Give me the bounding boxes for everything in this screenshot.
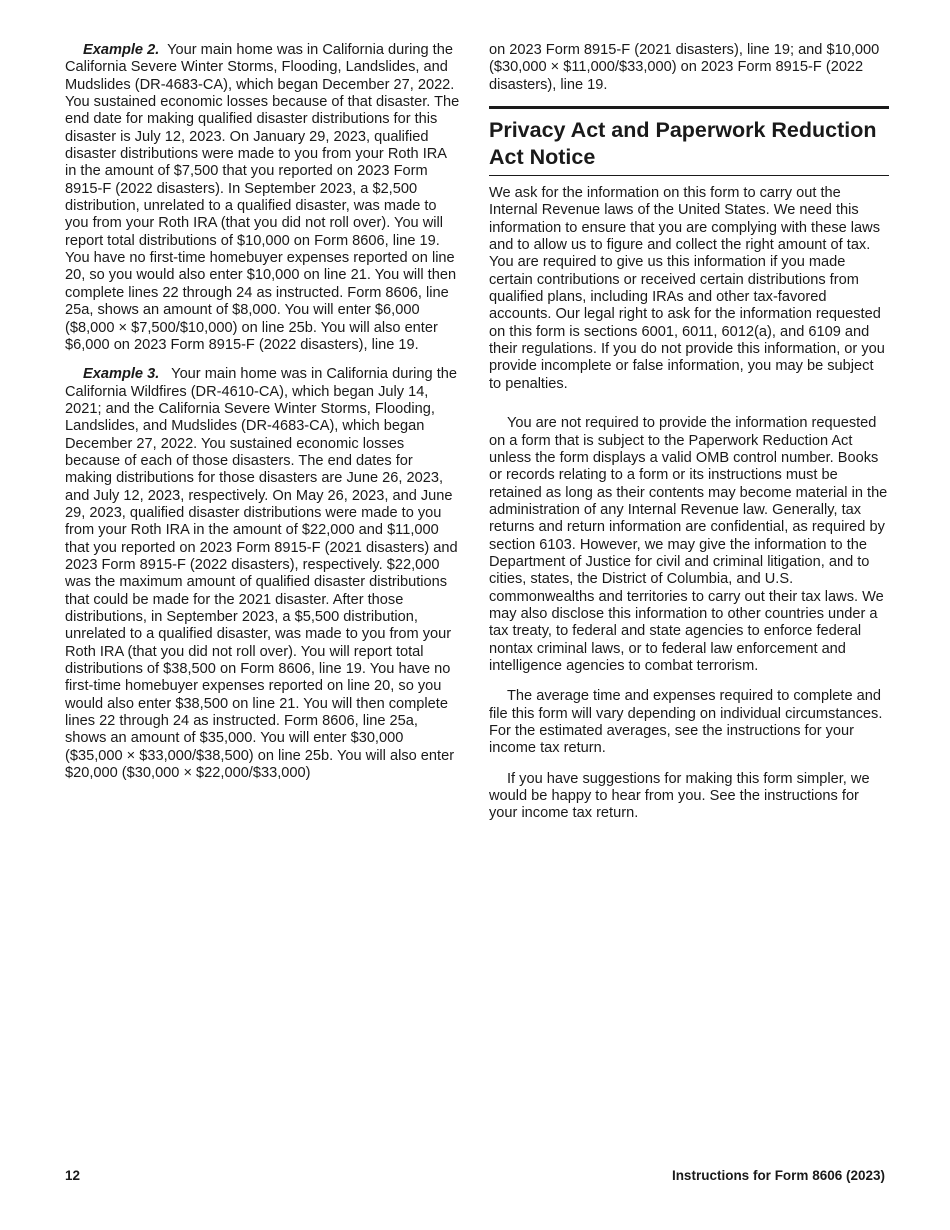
example-3-paragraph — [65, 366, 460, 782]
section-divider-bottom — [489, 175, 889, 176]
section-heading: Privacy Act and Paperwork Reduction Act Notice — [489, 118, 877, 170]
left-column — [65, 42, 460, 794]
example-3-continuation: on 2023 Form 8915-F (2021 disasters), line 19; and $10,000 ($30,000 × $11,000/$33,000) on 2023 Form 8915-F (2022 disasters), line 19. — [489, 42, 880, 93]
privacy-paragraph-2: You are not required to provide the information requested on a form that is subject to the Paperwork Reduction Act unless the form displays a valid OMB control number. Books or records relating to a form or its instructions must be retained as long as their contents may become material in the administration of any Internal Revenue law. Generally, tax returns and return information are confidential, as required by section 6103. However, we may give the information to the Department of Justice for civil and criminal litigation, and to cities, states, the District of Columbia, and U.S. commonwealths and territories to carry out their tax laws. We may also disclose this information to other countries under a tax treaty, to federal and state agencies to enforce federal nontax criminal laws, or to federal law enforcement and intelligence agencies to combat terrorism. — [489, 415, 888, 674]
privacy-paragraph-3: The average time and expenses required to complete and file this form will vary depending on individual circumstances. For the estimated averages, see the instructions for your income tax return. — [489, 688, 883, 757]
section-divider-top — [489, 106, 889, 109]
example-2-text: Your main home was in California during the California Severe Winter Storms, Flooding, Landslides, and Mudslides (DR-4683-CA), which began December 27, 2022. You sustained economic losses because of that disaster. The end date for making qualified disaster distributions for this disaster is July 12, 2023. On January 29, 2023, qualified disaster distributions were made to you from your Roth IRA in the amount of $7,500 that you reported on 2023 Form 8915-F (2022 disasters). In September 2023, a $2,500 distribution, unrelated to a qualified disaster, was made to you from your Roth IRA (that you did not roll over). You will report total distributions of $10,000 on Form 8606, line 19. You have no first-time homebuyer expenses reported on line 20, so you would also enter $10,000 on line 21. You will then complete lines 22 through 24 as instructed. Form 8606, line 25a, shows an amount of $8,000. You will enter $6,000 ($8,000 × $7,500/$10,000) on line 25b. You will also enter $6,000 on 2023 Form 8915-F (2022 disasters), line 19. — [65, 42, 460, 353]
document-title-footer: Instructions for Form 8606 (2023) — [671, 1168, 885, 1183]
example-2-paragraph — [65, 42, 460, 354]
example-2-label: Example 2. — [83, 42, 160, 58]
page-number: 12 — [65, 1168, 81, 1183]
example-3-label: Example 3. — [83, 366, 160, 383]
example-3-text: Your main home was in California during the California Wildfires (DR-4610-CA), which began July 14, 2021; and the California Severe Winter Storms, Flooding, Landslides, and Mudslides (DR-4683-CA), which began December 27, 2022. You sustained economic losses because of each of those disasters. The end dates for making distributions for those disasters are June 26, 2023, and July 12, 2023, respectively. On May 26, 2023, and June 29, 2023, qualified disaster distributions were made to you from your Roth IRA in the amount of $22,000 and $11,000 that you reported on 2023 Form 8915-F (2021 disasters) and 2023 Form 8915-F (2022 disasters), respectively. $22,000 was the maximum amount of qualified disaster distributions that could be made for the 2021 disaster. After those distributions, in September 2023, a $5,500 distribution, unrelated to a qualified disaster, was made to you from your Roth IRA (that you did not roll over). You will report total distributions of $38,500 on Form 8606, line 19. You have no first-time homebuyer expenses reported on line 20, so you would also enter $38,500 on line 21. You will then complete lines 22 through 24 as instructed. Form 8606, line 25a, shows an amount of $35,000. You will enter $30,000 ($35,000 × $33,000/$38,500) on line 25b. You will also enter $20,000 ($30,000 × $22,000/$33,000) — [65, 366, 458, 782]
right-column — [489, 42, 889, 835]
privacy-paragraph-4: If you have suggestions for making this form simpler, we would be happy to hear from you. See the instructions for your income tax return. — [489, 770, 870, 822]
privacy-paragraph-1: We ask for the information on this form to carry out the Internal Revenue laws of the United States. We need this information to ensure that you are complying with these laws and to allow us to figure and collect the right amount of tax. You are required to give us this information if you made certain contributions or received certain distributions from qualified plans, including IRAs and other tax-favored accounts. Our legal right to ask for the information requested on this form is sections 6001, 6011, 6012(a), and 6109 and their regulations. If you do not provide this information, or you provide incomplete or false information, you may be subject to penalties. — [489, 185, 885, 392]
